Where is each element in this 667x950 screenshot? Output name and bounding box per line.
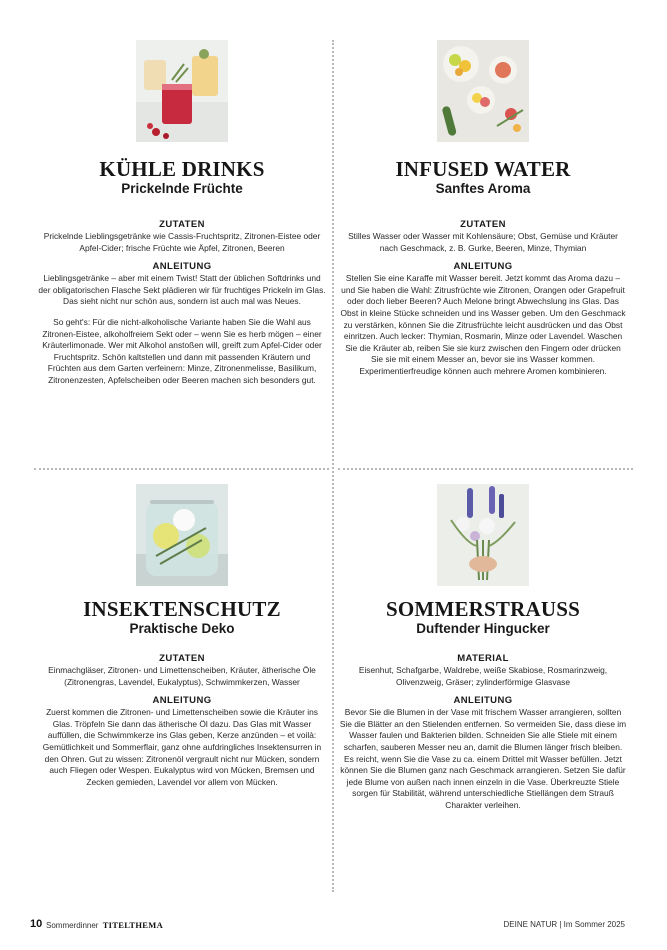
material-text: Eisenhut, Schafgarbe, Waldrebe, weiße Skabiose, Rosmarinzweig, Olivenzweig, Gräser; zylinderförmige Glasvase — [358, 665, 608, 687]
ingredients-text: Stilles Wasser oder Wasser mit Kohlensäure; Obst, Gemüse und Kräuter nach Geschmack, z. B. Gurke, Beeren, Minze, Thymian — [348, 231, 618, 253]
row-divider-left — [34, 468, 329, 470]
card-subtitle: Prickelnde Früchte — [121, 181, 243, 196]
card-kuehle-drinks — [38, 40, 326, 387]
row-divider-right — [338, 468, 633, 470]
instructions-paragraph: Bevor Sie die Blumen in der Vase mit frischem Wasser arrangieren, sollten Sie die Blätter an den Stielenden entfernen. So vermeiden Sie, dass diese im Wasser faulen und Bakterien bilden. Schneiden Sie alle Stiele mit einem scharfen, sauberen Messer neu an, damit die Blumen länger frisch bleiben. Es reicht, wenn Sie die Vase zu ca. einem Drittel mit Wasser befüllen. Jetzt können Sie die Blumen ganz nach Geschmack arrangieren. Setzen Sie dafür jede Blume von außen nach innen einzeln in die Vase. Überkreuzte Stiele sorgen für Stabilität, während unterschiedliche Stiellängen dem Strauß Charakter verleihen. — [339, 707, 627, 810]
card-subtitle: Sanftes Aroma — [435, 181, 531, 196]
instructions-paragraph: Zuerst kommen die Zitronen- und Limettenscheiben sowie die Kräuter ins Glas. Tröpfeln Sie dann das ätherische Öl dazu. Das Glas mit Wasser auffüllen, die Schwimmkerze ins Glas geben, Kerze anzünden – et voilà: Gemütlichkeit und Sommerflair, ganz ohne aufdringliches Insektensurren in den Ohren. Gut zu wissen: Zitronenöl vergrault nicht nur Mücken, sondern auch Fliegen oder Wespen. Eukalyptus wird von Mücken, Bremsen und Zecken gemieden, Lavendel vor allem von Mücken. — [42, 707, 322, 787]
footer-magazine: DEINE NATUR | Im Sommer 2025 — [503, 920, 625, 929]
flower-bouquet-photo — [437, 484, 529, 586]
ingredients-heading: ZUTATEN — [159, 219, 205, 230]
fruit-bowls-photo — [437, 40, 529, 142]
instructions-heading: ANLEITUNG — [453, 261, 513, 273]
card-title: SOMMERSTRAUSS — [386, 597, 580, 621]
card-title: INFUSED WATER — [395, 157, 571, 181]
instructions-heading: ANLEITUNG — [453, 695, 513, 707]
footer-theme: TITELTHEMA — [102, 920, 164, 930]
card-subtitle: Duftender Hingucker — [416, 621, 550, 636]
footer-section-name: Sommerdinner — [46, 921, 99, 930]
card-title: KÜHLE DRINKS — [99, 157, 265, 181]
instructions-paragraph: So geht's: Für die nicht-alkoholische Variante haben Sie die Wahl aus Zitronen-Eistee, alkoholfreiem Sekt oder – wenn Sie es herb mögen – einer Kräuterlimonade. Wer mit Alkohol anstoßen will, greift zum Apfel-Cider oder Fruchtspritz. Schön kaltstellen und dann mit passenden Kräutern und Früchten aus dem Garten verfeinern: Minze, Zitronenmelisse, Basilikum, Zitronenzesten, Apfelscheiben oder Beeren machen sich besonders gut. — [42, 316, 322, 385]
page-number: 10 — [30, 918, 43, 930]
card-title: INSEKTENSCHUTZ — [83, 597, 281, 621]
instructions-heading: ANLEITUNG — [152, 695, 212, 707]
card-insektenschutz — [38, 484, 326, 788]
card-subtitle: Praktische Deko — [129, 621, 235, 636]
page-footer — [0, 918, 667, 932]
cocktail-glasses-photo — [136, 40, 228, 142]
instructions-heading: ANLEITUNG — [152, 261, 212, 273]
ingredients-heading: ZUTATEN — [460, 219, 506, 230]
card-sommerstrauss — [339, 484, 627, 812]
card-infused-water — [339, 40, 627, 378]
ingredients-text: Prickelnde Lieblingsgetränke wie Cassis-Fruchtspritz, Zitronen-Eistee oder Apfel-Cider; frische Früchte wie Äpfel, Zitronen, Beeren — [43, 231, 321, 253]
instructions-paragraph: Lieblingsgetränke – aber mit einem Twist! Statt der üblichen Softdrinks und der obligatorischen Flasche Sekt plädieren wir für fruchtiges Prickeln im Glas. Das sieht nicht nur schön aus, sondern ist auch mal was Neues. — [38, 273, 326, 307]
material-heading: MATERIAL — [457, 653, 509, 664]
footer-section — [46, 920, 163, 930]
column-divider — [332, 40, 334, 892]
ingredients-text: Einmachgläser, Zitronen- und Limettenscheiben, Kräuter, ätherische Öle (Zitronengras, Lavendel, Eukalyptus), Schwimmkerzen, Wasser — [48, 665, 316, 687]
candle-jar-photo — [136, 484, 228, 586]
instructions-paragraph: Stellen Sie eine Karaffe mit Wasser bereit. Jetzt kommt das Aroma dazu – und Sie haben die Wahl: Zitrusfrüchte wie Zitronen, Orangen oder Grapefruit oder doch lieber Beeren? Auch Melone bringt Abwechslung ins Glas. Das Obst in kleine Stücke schneiden und ins Wasser geben. Um den Geschmack zu verstärken, können Sie die Zitrusfrüchte leicht ausdrücken und das Obst einritzen. Auch lecker: Thymian, Rosmarin, Minze oder Lavendel. Waschen Sie die Kräuter ab, reiben Sie sie kurz zwischen den Fingern oder drücken Sie sie mit einem Messer an, bevor sie ins Wasser kommen. Experimentierfreudige können auch mehrere Aromen kombinieren. — [340, 273, 626, 376]
ingredients-heading: ZUTATEN — [159, 653, 205, 664]
